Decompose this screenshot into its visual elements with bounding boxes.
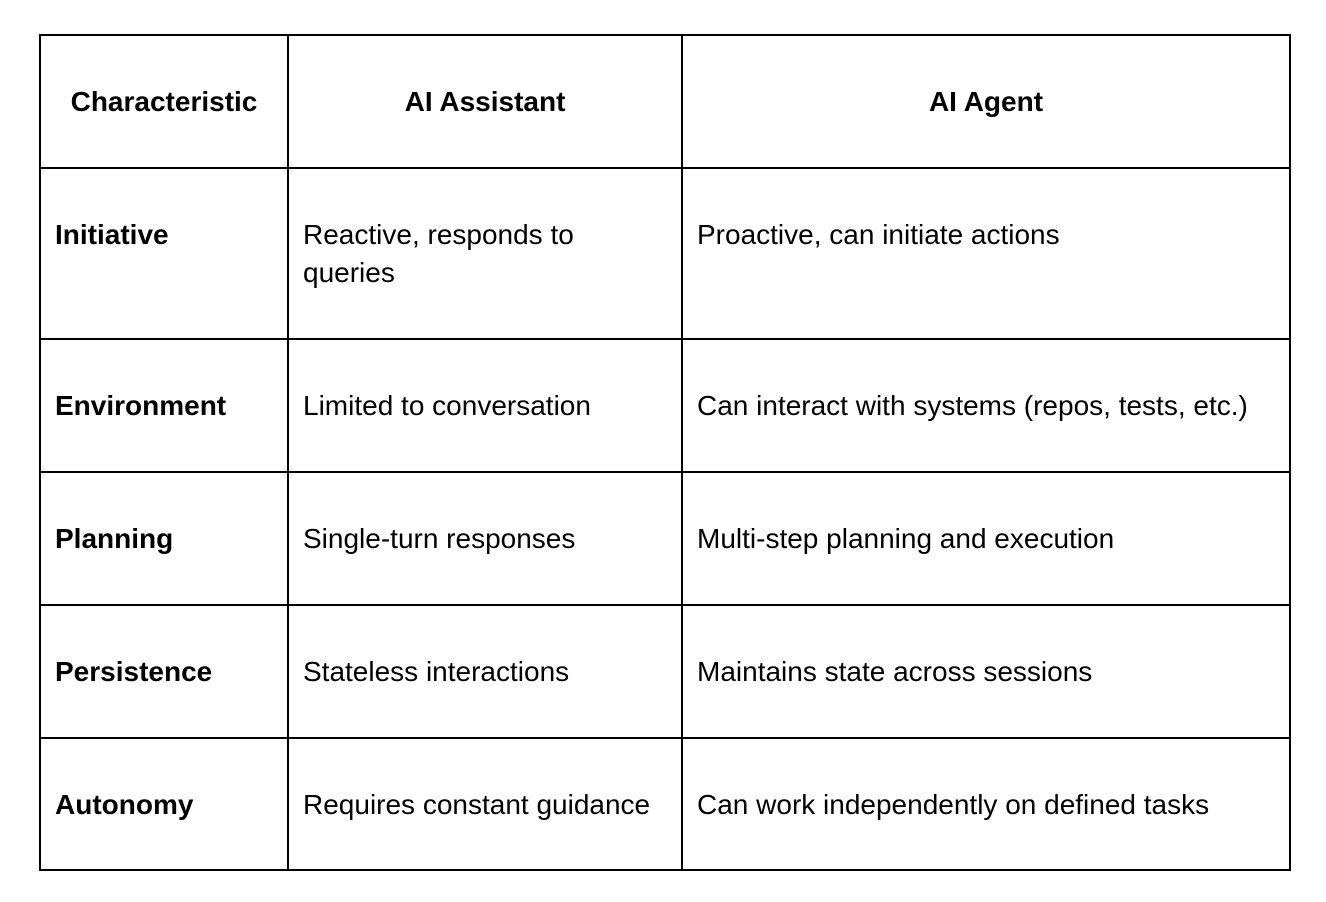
row-label-autonomy: Autonomy xyxy=(40,738,288,870)
column-header-ai-assistant: AI Assistant xyxy=(288,35,682,168)
table-row xyxy=(40,168,1290,339)
assistant-cell: Limited to conversation xyxy=(288,339,682,472)
comparison-table xyxy=(39,34,1291,871)
assistant-cell: Stateless interactions xyxy=(288,605,682,738)
assistant-cell: Reactive, responds to queries xyxy=(288,168,682,339)
agent-cell: Can work independently on defined tasks xyxy=(682,738,1290,870)
assistant-cell: Requires constant guidance xyxy=(288,738,682,870)
table-header-row xyxy=(40,35,1290,168)
column-header-characteristic: Characteristic xyxy=(40,35,288,168)
row-label-planning: Planning xyxy=(40,472,288,605)
column-header-ai-agent: AI Agent xyxy=(682,35,1290,168)
table-row xyxy=(40,339,1290,472)
agent-cell: Maintains state across sessions xyxy=(682,605,1290,738)
agent-cell: Proactive, can initiate actions xyxy=(682,168,1290,339)
row-label-environment: Environment xyxy=(40,339,288,472)
agent-cell: Can interact with systems (repos, tests, etc.) xyxy=(682,339,1290,472)
table-row xyxy=(40,738,1290,870)
row-label-persistence: Persistence xyxy=(40,605,288,738)
assistant-cell: Single-turn responses xyxy=(288,472,682,605)
row-label-initiative: Initiative xyxy=(40,168,288,339)
table-row xyxy=(40,472,1290,605)
table-row xyxy=(40,605,1290,738)
agent-cell: Multi-step planning and execution xyxy=(682,472,1290,605)
